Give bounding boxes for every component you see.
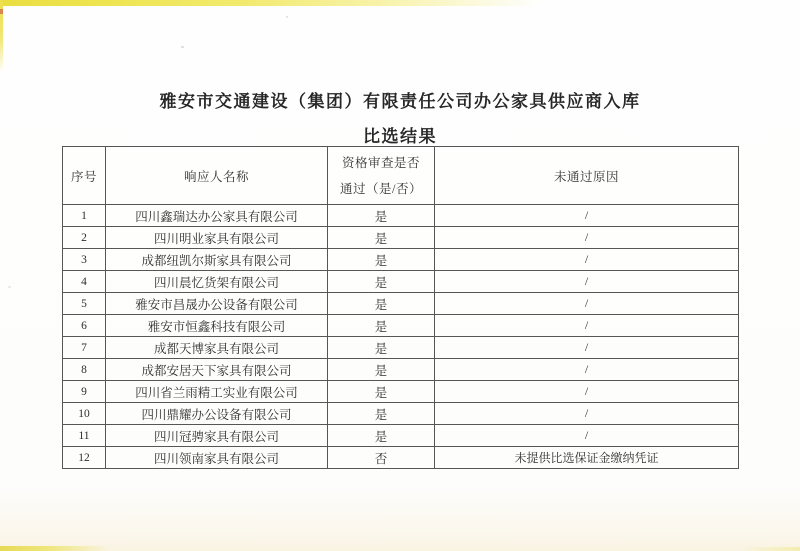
cell-name: 成都安居天下家具有限公司 bbox=[106, 359, 328, 381]
cell-reason: / bbox=[435, 381, 739, 403]
cell-qualified: 是 bbox=[328, 205, 435, 227]
cell-reason: / bbox=[435, 359, 739, 381]
cell-qualified: 是 bbox=[328, 337, 435, 359]
scan-edge-bottom-left bbox=[0, 546, 110, 551]
header-fail-reason: 未通过原因 bbox=[435, 147, 739, 205]
cell-name: 四川省兰雨精工实业有限公司 bbox=[106, 381, 328, 403]
cell-qualified: 是 bbox=[328, 315, 435, 337]
cell-seq: 7 bbox=[63, 337, 106, 359]
header-qualification bbox=[328, 147, 435, 205]
cell-qualified: 是 bbox=[328, 425, 435, 447]
cell-reason: / bbox=[435, 293, 739, 315]
cell-qualified: 否 bbox=[328, 447, 435, 469]
cell-name: 四川冠骋家具有限公司 bbox=[106, 425, 328, 447]
header-qualification-line2: 通过（是/否） bbox=[340, 181, 422, 196]
cell-reason: / bbox=[435, 271, 739, 293]
table-row bbox=[63, 249, 739, 271]
cell-qualified: 是 bbox=[328, 293, 435, 315]
cell-seq: 11 bbox=[63, 425, 106, 447]
cell-reason: / bbox=[435, 227, 739, 249]
scan-edge-top bbox=[0, 0, 540, 6]
table-row bbox=[63, 293, 739, 315]
cell-name: 雅安市昌晟办公设备有限公司 bbox=[106, 293, 328, 315]
cell-qualified: 是 bbox=[328, 403, 435, 425]
table-header bbox=[63, 147, 739, 205]
table-header-row bbox=[63, 147, 739, 205]
cell-name: 成都天博家具有限公司 bbox=[106, 337, 328, 359]
table-row bbox=[63, 271, 739, 293]
cell-reason: / bbox=[435, 249, 739, 271]
bid-result-table bbox=[62, 146, 739, 469]
cell-seq: 1 bbox=[63, 205, 106, 227]
table-row bbox=[63, 205, 739, 227]
scan-dust-speck bbox=[8, 286, 11, 288]
table-row bbox=[63, 381, 739, 403]
cell-name: 四川鑫瑞达办公家具有限公司 bbox=[106, 205, 328, 227]
scan-edge-bottom-right bbox=[740, 547, 800, 551]
cell-seq: 6 bbox=[63, 315, 106, 337]
cell-name: 四川明业家具有限公司 bbox=[106, 227, 328, 249]
cell-seq: 9 bbox=[63, 381, 106, 403]
document-title bbox=[0, 84, 800, 154]
table-row bbox=[63, 425, 739, 447]
table-row bbox=[63, 337, 739, 359]
cell-reason: / bbox=[435, 315, 739, 337]
header-respondent-name: 响应人名称 bbox=[106, 147, 328, 205]
header-seq: 序号 bbox=[63, 147, 106, 205]
cell-qualified: 是 bbox=[328, 271, 435, 293]
cell-qualified: 是 bbox=[328, 359, 435, 381]
cell-seq: 3 bbox=[63, 249, 106, 271]
cell-qualified: 是 bbox=[328, 227, 435, 249]
scan-edge-red-speck bbox=[0, 9, 3, 14]
cell-seq: 5 bbox=[63, 293, 106, 315]
header-qualification-line1: 资格审查是否 bbox=[341, 155, 420, 170]
table-body bbox=[63, 205, 739, 469]
cell-name: 四川晨忆货架有限公司 bbox=[106, 271, 328, 293]
document-title-line2: 比选结果 bbox=[363, 127, 437, 146]
result-table-container bbox=[62, 146, 739, 469]
cell-reason: / bbox=[435, 403, 739, 425]
document-title-line1: 雅安市交通建设（集团）有限责任公司办公家具供应商入库 bbox=[159, 92, 641, 111]
cell-seq: 8 bbox=[63, 359, 106, 381]
table-row bbox=[63, 227, 739, 249]
cell-name: 四川领南家具有限公司 bbox=[106, 447, 328, 469]
cell-seq: 4 bbox=[63, 271, 106, 293]
cell-qualified: 是 bbox=[328, 249, 435, 271]
cell-name: 四川鼎耀办公设备有限公司 bbox=[106, 403, 328, 425]
table-row bbox=[63, 359, 739, 381]
cell-reason: / bbox=[435, 337, 739, 359]
table-row bbox=[63, 315, 739, 337]
scan-dust-speck bbox=[181, 46, 184, 48]
cell-qualified: 是 bbox=[328, 381, 435, 403]
cell-seq: 2 bbox=[63, 227, 106, 249]
cell-seq: 12 bbox=[63, 447, 106, 469]
cell-reason: / bbox=[435, 205, 739, 227]
cell-name: 成都纽凯尔斯家具有限公司 bbox=[106, 249, 328, 271]
cell-reason: 未提供比选保证金缴纳凭证 bbox=[435, 447, 739, 469]
cell-reason: / bbox=[435, 425, 739, 447]
table-row bbox=[63, 447, 739, 469]
cell-seq: 10 bbox=[63, 403, 106, 425]
table-row bbox=[63, 403, 739, 425]
cell-name: 雅安市恒鑫科技有限公司 bbox=[106, 315, 328, 337]
scan-dust-speck bbox=[286, 16, 288, 18]
